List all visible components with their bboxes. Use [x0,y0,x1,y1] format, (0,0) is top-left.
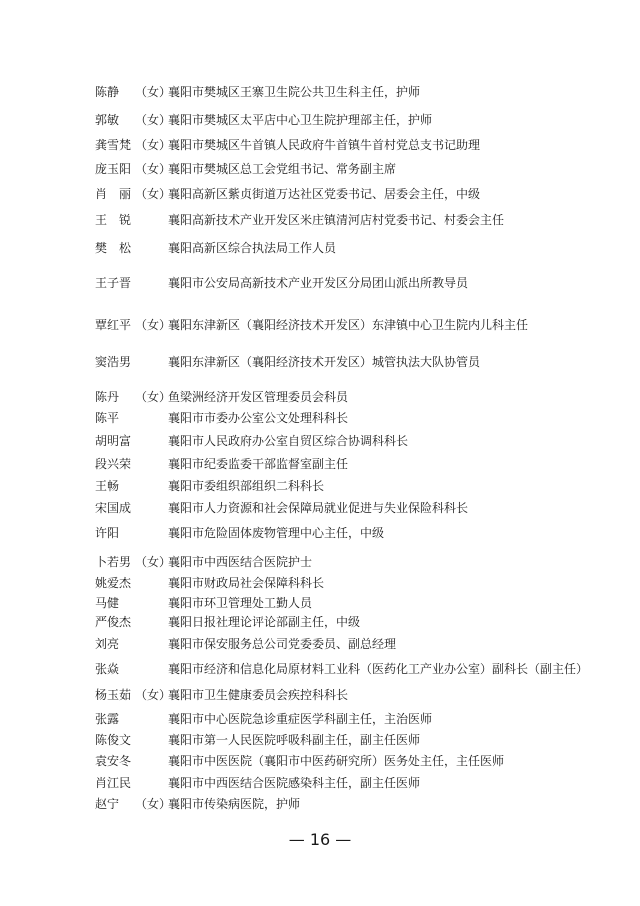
person-name: 马健 [95,596,120,610]
person-name: 段兴荣 [95,457,132,471]
person-title: 襄阳市樊城区王寨卫生院公共卫生科主任，护师 [168,85,421,99]
gender-note: （女） [135,113,172,127]
person-title: 襄阳市中西医结合医院感染科主任，副主任医师 [168,776,421,790]
list-item [0,315,640,335]
list-item [0,552,640,572]
person-title: 襄阳市危险固体废物管理中心主任，中级 [168,526,385,540]
person-name: 卜若男 [95,555,132,569]
person-name: 龚雪梵 [95,138,132,152]
person-title: 襄阳市财政局社会保障科科长 [168,576,325,590]
list-item [0,751,640,771]
person-title: 襄阳高新区紫贞街道万达社区党委书记、居委会主任，中级 [168,187,481,201]
person-name: 宋国成 [95,501,132,515]
list-item [0,135,640,155]
person-name: 肖 丽 [95,187,132,201]
gender-note: （女） [135,85,172,99]
person-title: 襄阳市中心医院急诊重症医学科副主任，主治医师 [168,712,433,726]
person-name: 严俊杰 [95,615,132,629]
person-name: 赵宁 [95,797,120,811]
person-name: 陈俊文 [95,733,132,747]
list-item [0,498,640,518]
person-title: 襄阳高新区综合执法局工作人员 [168,241,337,255]
person-name: 姚爱杰 [95,576,132,590]
person-name: 袁安冬 [95,754,132,768]
person-title: 襄阳东津新区（襄阳经济技术开发区）东津镇中心卫生院内儿科主任 [168,318,529,332]
list-item [0,184,640,204]
list-item [0,431,640,451]
person-name: 许阳 [95,526,120,540]
person-title: 襄阳市人力资源和社会保障局就业促进与失业保险科科长 [168,501,469,515]
person-name: 王子晋 [95,276,132,290]
gender-note: （女） [135,797,172,811]
list-item [0,159,640,179]
person-name: 张焱 [95,662,120,676]
person-title: 襄阳市环卫管理处工勤人员 [168,596,313,610]
person-name: 窦浩男 [95,355,132,369]
person-title: 襄阳市人民政府办公室自贸区综合协调科科长 [168,434,409,448]
person-name: 杨玉茹 [95,688,132,702]
gender-note: （女） [135,187,172,201]
list-item [0,352,640,372]
person-title: 鱼梁洲经济开发区管理委员会科员 [168,390,349,404]
gender-note: （女） [135,138,172,152]
person-name: 王 锐 [95,213,132,227]
list-item [0,387,640,407]
person-title: 襄阳市经济和信息化局原材料工业科（医药化工产业办公室）副科长（副主任） [168,662,589,676]
person-title: 襄阳日报社理论评论部副主任，中级 [168,615,361,629]
person-title: 襄阳高新技术产业开发区米庄镇清河店村党委书记、村委会主任 [168,213,505,227]
person-title: 襄阳市卫生健康委员会疾控科科长 [168,688,349,702]
person-title: 襄阳市公安局高新技术产业开发区分局团山派出所教导员 [168,276,469,290]
person-title: 襄阳市保安服务总公司党委委员、副总经理 [168,637,397,651]
gender-note: （女） [135,555,172,569]
person-name: 覃红平 [95,318,132,332]
person-name: 陈静 [95,85,120,99]
list-item [0,476,640,496]
person-title: 襄阳市中医医院（襄阳市中医药研究所）医务处主任，主任医师 [168,754,505,768]
list-item [0,612,640,632]
person-name: 王畅 [95,479,120,493]
list-item [0,238,640,258]
person-title: 襄阳市纪委监委干部监督室副主任 [168,457,349,471]
person-name: 肖江民 [95,776,132,790]
person-name: 陈平 [95,411,120,425]
gender-note: （女） [135,318,172,332]
list-item [0,454,640,474]
person-name: 胡明富 [95,434,132,448]
person-title: 襄阳市中西医结合医院护士 [168,555,313,569]
person-title: 襄阳市樊城区太平店中心卫生院护理部主任，护师 [168,113,433,127]
list-item [0,773,640,793]
person-title: 襄阳市樊城区总工会党组书记、常务副主席 [168,162,397,176]
person-title: 襄阳东津新区（襄阳经济技术开发区）城管执法大队协管员 [168,355,481,369]
list-item [0,709,640,729]
person-name: 刘亮 [95,637,120,651]
list-item [0,685,640,705]
list-item [0,659,640,679]
person-name: 庞玉阳 [95,162,132,176]
list-item [0,593,640,613]
list-item [0,110,640,130]
list-item [0,573,640,593]
person-title: 襄阳市第一人民医院呼吸科副主任，副主任医师 [168,733,421,747]
list-item [0,523,640,543]
person-title: 襄阳市市委办公室公文处理科科长 [168,411,349,425]
person-name: 郭敏 [95,113,120,127]
person-name: 张露 [95,712,120,726]
list-item [0,210,640,230]
gender-note: （女） [135,390,172,404]
gender-note: （女） [135,162,172,176]
list-item [0,730,640,750]
list-item [0,634,640,654]
list-item [0,794,640,814]
list-item [0,273,640,293]
list-item [0,82,640,102]
person-title: 襄阳市传染病医院，护师 [168,797,301,811]
gender-note: （女） [135,688,172,702]
list-item [0,408,640,428]
person-title: 襄阳市樊城区牛首镇人民政府牛首镇牛首村党总支书记助理 [168,138,481,152]
person-name: 陈丹 [95,390,120,404]
person-title: 襄阳市委组织部组织二科科长 [168,479,325,493]
person-name: 樊 松 [95,241,132,255]
page-number: — 16 — [288,830,352,849]
